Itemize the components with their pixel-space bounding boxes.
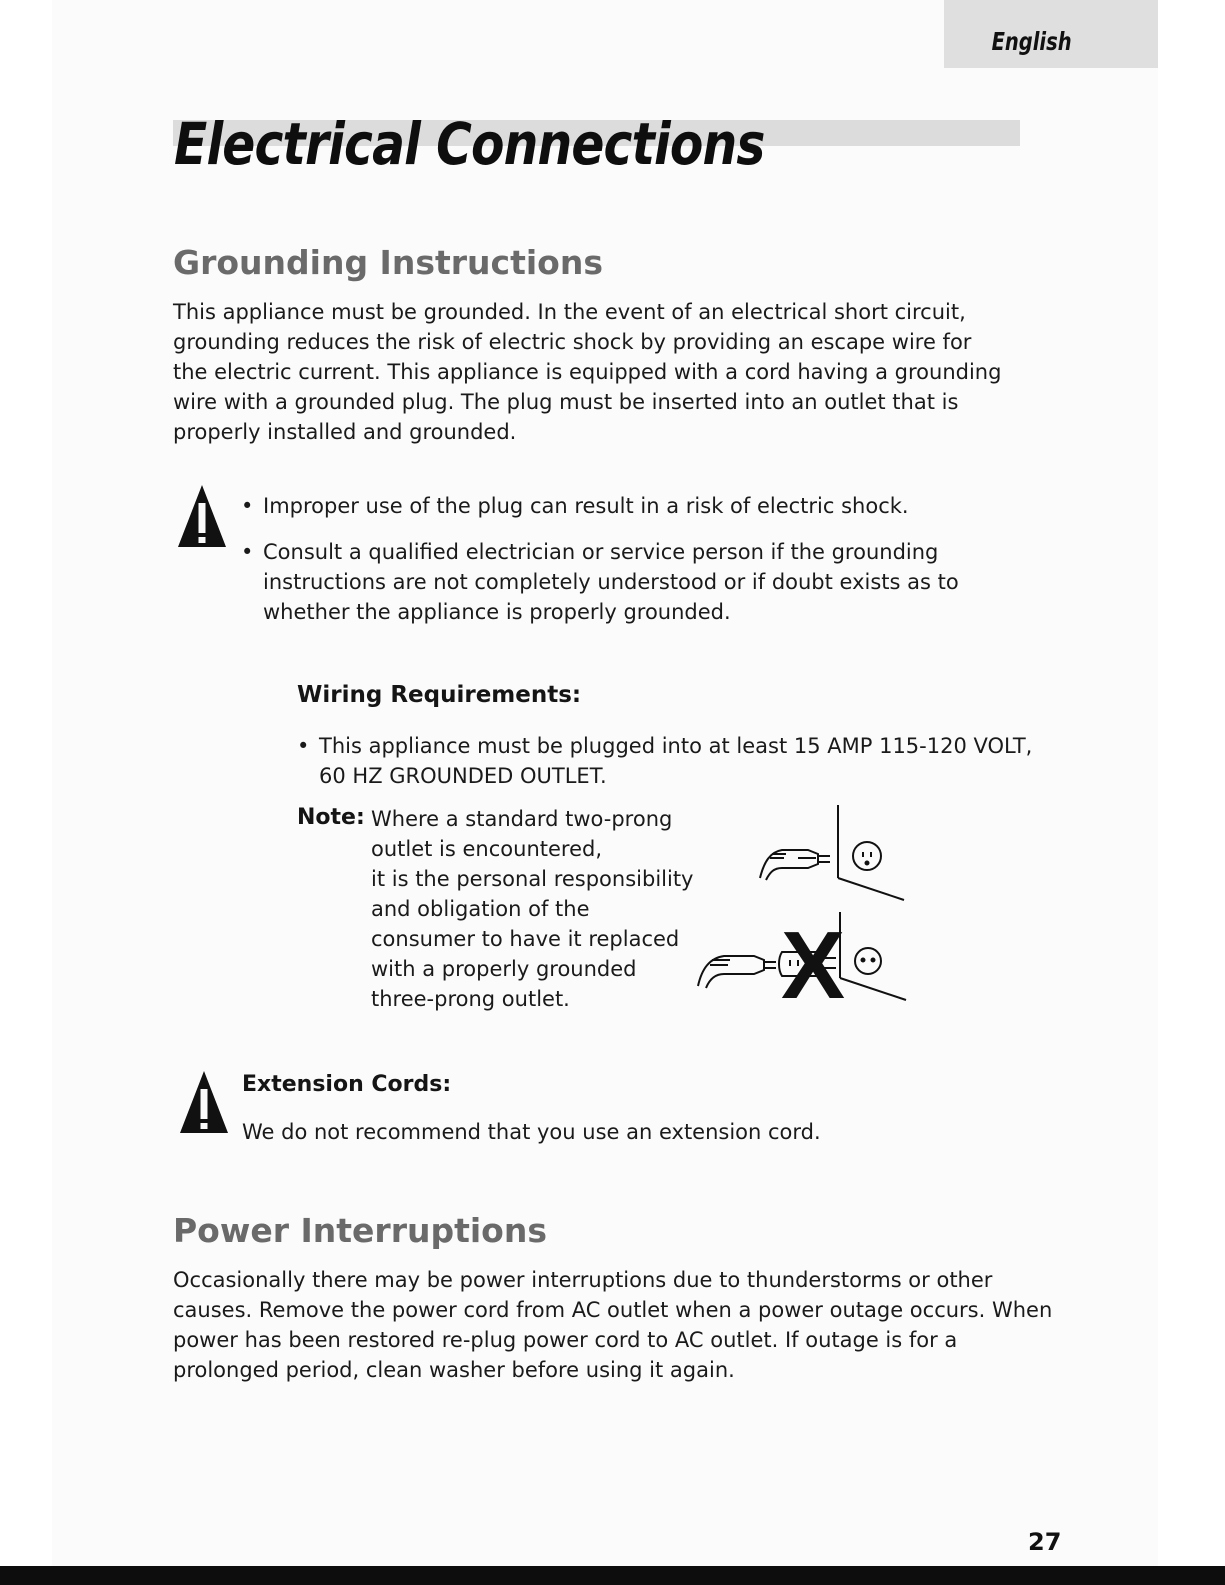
page-title: Electrical Connections: [174, 110, 765, 178]
power-line: power has been restored re-plug power cord to AC outlet. If outage is for a: [173, 1328, 958, 1352]
note-line: and obligation of the: [371, 897, 590, 921]
wiring-line: 60 HZ GROUNDED OUTLET.: [319, 764, 607, 788]
bullet-dot: •: [241, 494, 254, 518]
warning-item: [241, 491, 959, 521]
grounded-plug-icon: [760, 805, 904, 900]
note-line: it is the personal responsibility: [371, 867, 694, 891]
prohibited-x-mark: X: [781, 912, 846, 1010]
power-paragraph: [173, 1265, 1052, 1385]
language-label: English: [991, 27, 1072, 56]
bottom-rule: [0, 1566, 1225, 1585]
note-line: outlet is encountered,: [371, 837, 602, 861]
warning-line: Consult a qualified electrician or service person if the grounding: [263, 540, 939, 564]
wiring-bullet: [297, 731, 1032, 791]
grounding-line: wire with a grounded plug. The plug must be inserted into an outlet that is: [173, 390, 959, 414]
extension-text: We do not recommend that you use an extension cord.: [242, 1120, 821, 1144]
note-line: Where a standard two-prong: [371, 807, 673, 831]
grounding-paragraph: [173, 297, 1001, 447]
note-text: [371, 804, 694, 1014]
extension-heading: Extension Cords:: [242, 1072, 452, 1097]
wiring-item: [297, 731, 1032, 791]
grounding-line: the electric current. This appliance is equipped with a cord having a grounding: [173, 360, 1002, 384]
power-line: Occasionally there may be power interruptions due to thunderstorms or other: [173, 1268, 993, 1292]
warning-text: [263, 537, 959, 627]
warning-item: [241, 537, 959, 627]
note-label: Note:: [297, 805, 365, 830]
bullet-dot: •: [297, 734, 310, 758]
grounding-warning-list: [241, 491, 959, 627]
wiring-text: [319, 731, 1032, 791]
note-line: with a properly grounded: [371, 957, 637, 981]
warning-text: Improper use of the plug can result in a risk of electric shock.: [263, 494, 909, 518]
warning-icon: [178, 1069, 230, 1135]
wiring-line: This appliance must be plugged into at least 15 AMP 115-120 VOLT,: [319, 734, 1033, 758]
note-line: consumer to have it replaced: [371, 927, 680, 951]
wiring-heading: Wiring Requirements:: [297, 682, 582, 708]
language-tab: [944, 0, 1158, 68]
power-line: causes. Remove the power cord from AC outlet when a power outage occurs. When: [173, 1298, 1053, 1322]
note-line: three-prong outlet.: [371, 987, 570, 1011]
bullet-dot: •: [241, 540, 254, 564]
plug-outlet-diagram: [690, 800, 920, 1010]
grounding-line: properly installed and grounded.: [173, 420, 517, 444]
grounding-line: This appliance must be grounded. In the event of an electrical short circuit,: [173, 300, 966, 324]
power-line: prolonged period, clean washer before using it again.: [173, 1358, 735, 1382]
power-heading: Power Interruptions: [173, 1211, 547, 1250]
page-number: 27: [1028, 1528, 1062, 1556]
grounding-heading: Grounding Instructions: [173, 243, 603, 282]
warning-line: instructions are not completely understood or if doubt exists as to: [263, 570, 959, 594]
grounding-line: grounding reduces the risk of electric shock by providing an escape wire for: [173, 330, 972, 354]
warning-icon: [176, 483, 228, 549]
warning-line: whether the appliance is properly grounded.: [263, 600, 731, 624]
